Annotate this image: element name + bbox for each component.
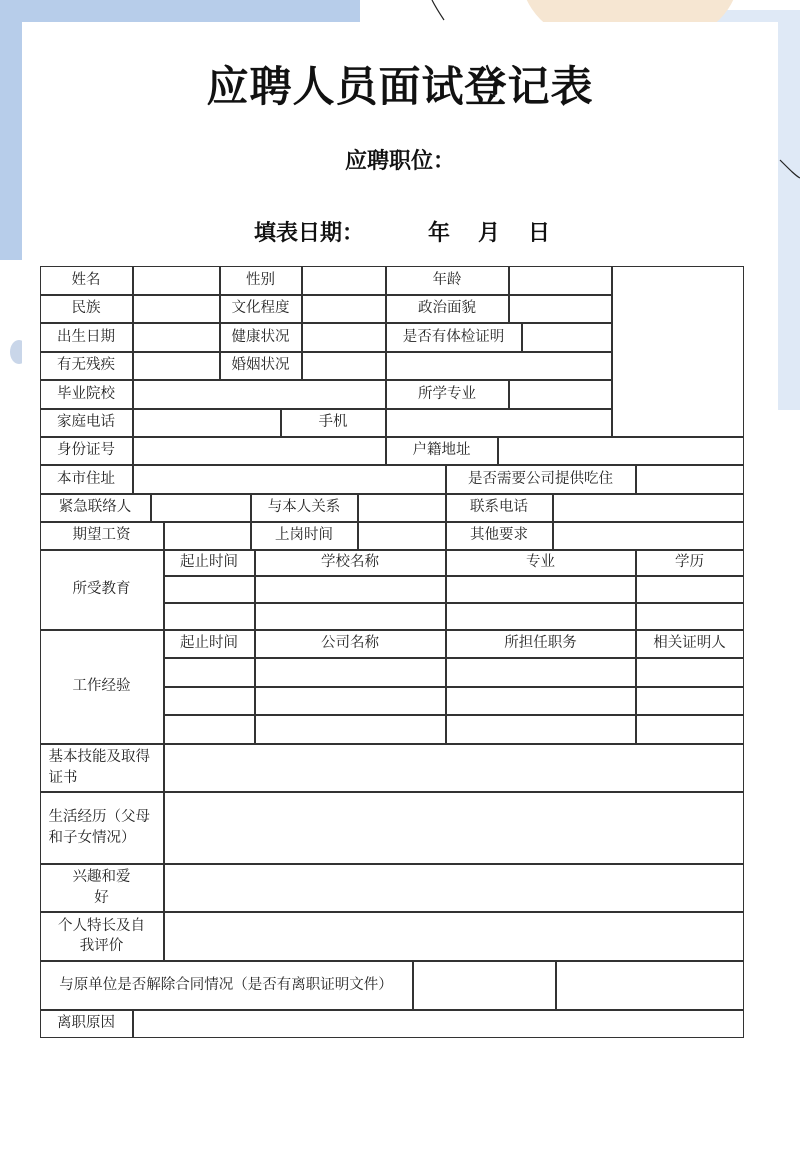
ethnicity-field[interactable] <box>133 295 220 323</box>
work-cell[interactable] <box>446 658 636 687</box>
edu-cell[interactable] <box>164 603 255 630</box>
education-level-label: 文化程度 <box>220 295 302 323</box>
name-field[interactable] <box>133 266 220 295</box>
contract-status-label: 与原单位是否解除合同情况（是否有离职证明文件） <box>40 961 413 1010</box>
skills-label: 基本技能及取得证书 <box>40 744 164 792</box>
need-board-field[interactable] <box>636 465 744 494</box>
relationship-label: 与本人关系 <box>251 494 358 522</box>
education-level-field[interactable] <box>302 295 386 323</box>
hobbies-field[interactable] <box>164 864 744 912</box>
mobile-field[interactable] <box>386 409 612 437</box>
health-certificate-field[interactable] <box>522 323 612 352</box>
name-label: 姓名 <box>40 266 133 295</box>
expected-salary-label: 期望工资 <box>40 522 164 550</box>
home-phone-label: 家庭电话 <box>40 409 133 437</box>
id-number-field[interactable] <box>133 437 386 465</box>
gender-field[interactable] <box>302 266 386 295</box>
work-cell[interactable] <box>164 687 255 715</box>
work-cell[interactable] <box>636 687 744 715</box>
work-cell[interactable] <box>446 687 636 715</box>
edu-header-school: 学校名称 <box>255 550 446 576</box>
resign-reason-field[interactable] <box>133 1010 744 1038</box>
ethnicity-label: 民族 <box>40 295 133 323</box>
age-label: 年龄 <box>386 266 509 295</box>
graduated-school-field[interactable] <box>133 380 386 409</box>
position-label: 应聘职位： <box>344 148 455 174</box>
household-address-label: 户籍地址 <box>386 437 498 465</box>
edu-header-major: 专业 <box>446 550 636 576</box>
other-requirements-label: 其他要求 <box>446 522 553 550</box>
disability-field[interactable] <box>133 352 220 380</box>
work-cell[interactable] <box>255 658 446 687</box>
year-label: 年 <box>428 220 451 246</box>
other-requirements-field[interactable] <box>553 522 744 550</box>
birth-date-field[interactable] <box>133 323 220 352</box>
self-evaluation-label: 个人特长及自我评价 <box>40 912 164 961</box>
health-certificate-label: 是否有体检证明 <box>386 323 522 352</box>
start-date-label: 上岗时间 <box>251 522 358 550</box>
row4-blank-field[interactable] <box>386 352 612 380</box>
emergency-contact-field[interactable] <box>151 494 251 522</box>
age-field[interactable] <box>509 266 612 295</box>
registration-form-table <box>40 266 744 1038</box>
household-address-field[interactable] <box>498 437 744 465</box>
expected-salary-field[interactable] <box>164 522 251 550</box>
mobile-label: 手机 <box>281 409 386 437</box>
emergency-contact-label: 紧急联络人 <box>40 494 151 522</box>
month-label: 月 <box>478 220 501 246</box>
edu-cell[interactable] <box>636 576 744 603</box>
day-label: 日 <box>528 220 551 246</box>
major-label: 所学专业 <box>386 380 509 409</box>
skills-field[interactable] <box>164 744 744 792</box>
edu-cell[interactable] <box>164 576 255 603</box>
life-history-field[interactable] <box>164 792 744 864</box>
local-address-label: 本市住址 <box>40 465 133 494</box>
edu-cell[interactable] <box>255 603 446 630</box>
work-cell[interactable] <box>636 658 744 687</box>
contract-status-field-b[interactable] <box>556 961 744 1010</box>
work-label: 工作经验 <box>40 630 164 744</box>
relationship-field[interactable] <box>358 494 446 522</box>
work-cell[interactable] <box>446 715 636 744</box>
need-board-label: 是否需要公司提供吃住 <box>446 465 636 494</box>
health-field[interactable] <box>302 323 386 352</box>
work-cell[interactable] <box>636 715 744 744</box>
political-status-field[interactable] <box>509 295 612 323</box>
work-header-reference: 相关证明人 <box>636 630 744 658</box>
graduated-school-label: 毕业院校 <box>40 380 133 409</box>
life-history-label: 生活经历（父母和子女情况） <box>40 792 164 864</box>
edu-cell[interactable] <box>446 576 636 603</box>
marital-field[interactable] <box>302 352 386 380</box>
edu-header-period: 起止时间 <box>164 550 255 576</box>
contract-status-field-a[interactable] <box>413 961 556 1010</box>
work-cell[interactable] <box>164 658 255 687</box>
hobbies-label: 兴趣和爱好 <box>40 864 164 912</box>
edu-cell[interactable] <box>446 603 636 630</box>
contact-phone-field[interactable] <box>553 494 744 522</box>
start-date-field[interactable] <box>358 522 446 550</box>
major-field[interactable] <box>509 380 612 409</box>
edu-cell[interactable] <box>636 603 744 630</box>
education-label: 所受教育 <box>40 550 164 630</box>
local-address-field[interactable] <box>133 465 446 494</box>
edu-cell[interactable] <box>255 576 446 603</box>
contact-phone-label: 联系电话 <box>446 494 553 522</box>
marital-label: 婚姻状况 <box>220 352 302 380</box>
work-header-company: 公司名称 <box>255 630 446 658</box>
work-cell[interactable] <box>255 687 446 715</box>
gender-label: 性别 <box>220 266 302 295</box>
political-status-label: 政治面貌 <box>386 295 509 323</box>
photo-box[interactable] <box>612 266 744 437</box>
fill-date-line <box>254 216 550 247</box>
work-cell[interactable] <box>164 715 255 744</box>
home-phone-field[interactable] <box>133 409 281 437</box>
fill-date-label: 填表日期： <box>254 220 365 246</box>
self-evaluation-field[interactable] <box>164 912 744 961</box>
birth-date-label: 出生日期 <box>40 323 133 352</box>
work-header-period: 起止时间 <box>164 630 255 658</box>
page-title: 应聘人员面试登记表 <box>206 62 594 111</box>
resign-reason-label: 离职原因 <box>40 1010 133 1038</box>
health-label: 健康状况 <box>220 323 302 352</box>
work-header-position: 所担任职务 <box>446 630 636 658</box>
disability-label: 有无残疾 <box>40 352 133 380</box>
work-cell[interactable] <box>255 715 446 744</box>
id-number-label: 身份证号 <box>40 437 133 465</box>
edu-header-degree: 学历 <box>636 550 744 576</box>
